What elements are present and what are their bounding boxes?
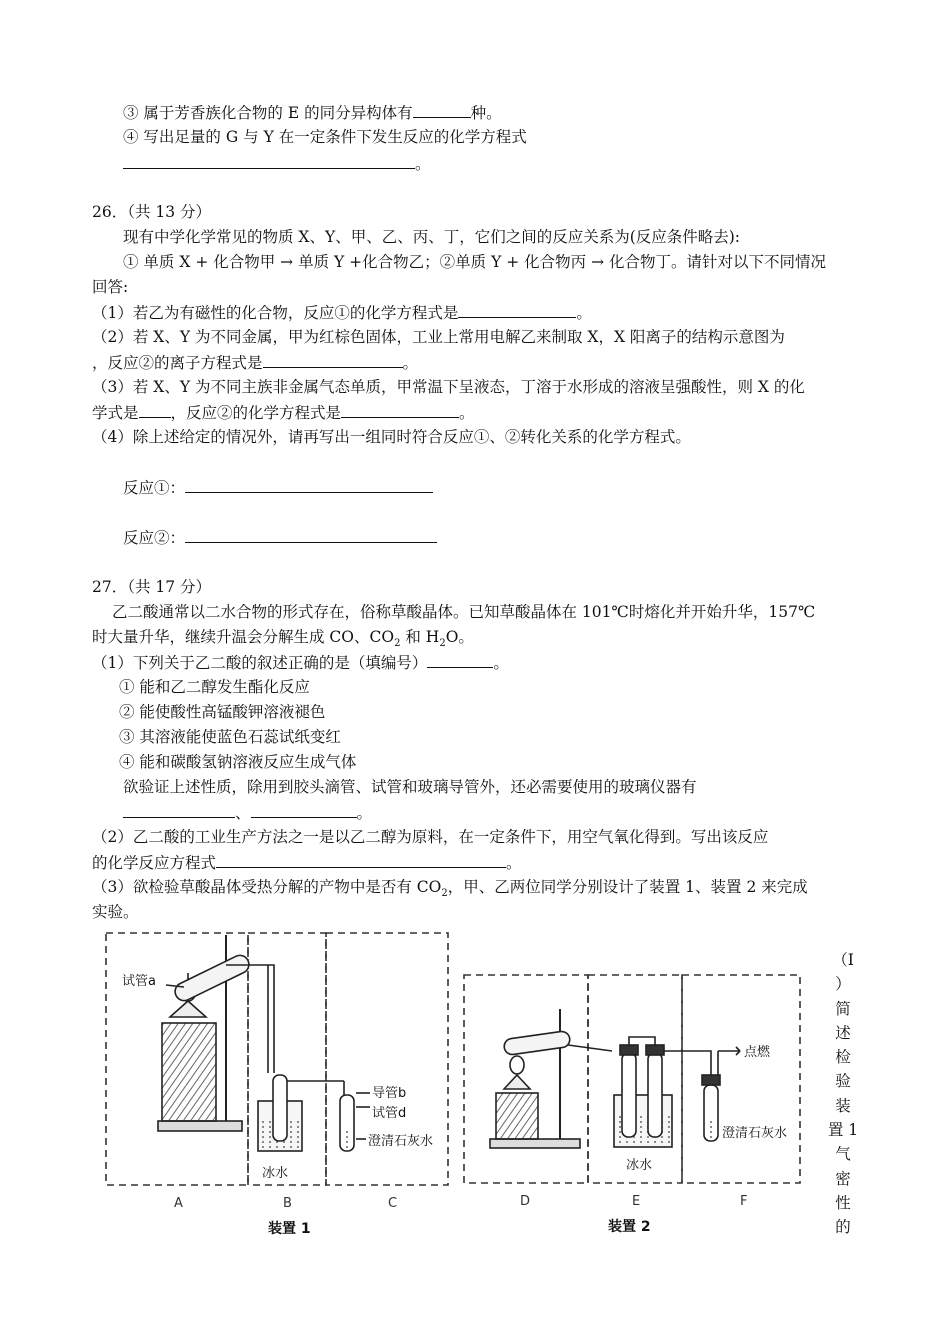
side-char: 述 [835,1023,851,1042]
q27-intro2-c: O。 [445,628,474,646]
q27-part1-end: 。 [493,654,509,672]
answer-blank[interactable] [185,476,433,493]
label-conduit-b: 导管b [372,1086,407,1101]
label-D: D [520,1194,531,1209]
side-char: 性 [835,1193,851,1212]
q27-verify: 欲验证上述性质，除用到胶头滴管、试管和玻璃导管外，还必需要使用的玻璃仪器有 [123,778,697,796]
q26-part3-line1: （3）若 X、Y 为不同主族非金属气态单质，甲常温下呈液态，丁溶于水形成的溶液呈强酸性，则 X 的化 [92,378,805,396]
side-char: 检 [835,1048,851,1067]
q27-option-3: ③ 其溶液能使蓝色石蕊试纸变红 [119,728,341,746]
answer-blank[interactable] [123,801,235,818]
q27-part2-end: 。 [506,854,522,872]
answer-blank[interactable] [341,401,459,418]
side-char: 的 [835,1218,851,1237]
q26-part2-text: ，反应②的离子方程式是 [92,354,263,372]
side-char: ） [835,975,851,994]
label-C: C [388,1196,398,1211]
q27-part3-line1 [92,876,808,905]
label-F: F [740,1194,748,1209]
q27-part2-line2 [92,851,522,874]
side-char: 密 [835,1169,851,1188]
label-ice-water-2: 冰水 [626,1158,653,1173]
prev-q4-line: ④ 写出足量的 G 与 Y 在一定条件下发生反应的化学方程式 [123,128,527,146]
setup1-tube-d [340,1093,370,1151]
q27-verify-answers [123,801,372,824]
q27-option-1: ① 能和乙二醇发生酯化反应 [119,678,310,696]
label-tube-a: 试管a [122,974,156,989]
subscript: 2 [394,638,401,650]
q27-part3-line2: 实验。 [92,903,139,921]
label-limewater-1: 澄清石灰水 [368,1134,434,1149]
box-F [682,975,800,1183]
q26-part3-text2: ，反应②的化学方程式是 [170,404,342,422]
setup2-burner-stand [490,1009,612,1148]
label-limewater-2: 澄清石灰水 [722,1126,788,1141]
tube-in-ice [273,1075,287,1141]
answer-blank[interactable] [413,101,471,118]
prev-q4-answer-line [123,152,431,175]
q26-title: 26．（共 13 分） [92,203,212,221]
apparatus-figure [100,925,810,1245]
setup1-ice-beaker [256,965,344,1151]
q26-part2-line1: （2）若 X、Y 为不同金属，甲为红棕色固体，工业上常用电解乙来制取 X，X 阳离子的结构示意图为 [92,328,785,346]
label-setup2: 装置 2 [608,1219,651,1235]
answer-blank[interactable] [458,301,576,318]
q27-part2-text: 的化学反应方程式 [92,854,217,872]
label-B: B [283,1196,292,1211]
q26-part4: （4）除上述给定的情况外，请再写出一组同时符合反应①、②转化关系的化学方程式。 [92,428,691,446]
q27-option-4: ④ 能和碳酸氢钠溶液反应生成气体 [119,753,357,771]
answer-blank[interactable] [139,401,171,418]
label-setup1: 装置 1 [268,1221,311,1237]
burner-block-2 [496,1093,538,1139]
answer-blank[interactable] [263,351,403,368]
q26-reaction1 [123,476,433,499]
q27-part1 [92,651,509,674]
q26-relations: ① 单质 X + 化合物甲 → 单质 Y +化合物乙；②单质 Y + 化合物丙 → 化合物丁。请针对以下不同情况 [123,253,826,271]
q26-part3-line2 [92,401,475,424]
q27-part2-line1: （2）乙二酸的工业生产方法之一是以乙二醇为原料，在一定条件下，用空气氧化得到。写出该反应 [92,828,769,846]
q26-ask: 回答: [92,278,129,296]
q26-intro: 现有中学化学常见的物质 X、Y、甲、乙、丙、丁，它们之间的反应关系为(反应条件略去): [123,228,741,246]
prev-q4-end: 。 [415,155,431,173]
q27-title: 27．（共 17 分） [92,578,212,596]
alcohol-lamp [170,1001,206,1017]
q27-part1-text: （1）下列关于乙二酸的叙述正确的是（填编号） [92,654,428,672]
side-char: 气 [835,1145,851,1164]
answer-blank[interactable] [123,152,415,169]
q26-part3-end: 。 [459,404,475,422]
q26-reaction2 [123,526,437,549]
q26-reaction2-label: 反应②： [123,529,186,547]
stand-base [158,1121,242,1131]
side-char: 验 [835,1072,851,1091]
answer-blank[interactable] [427,651,493,668]
q26-part2-end: 。 [402,354,419,372]
q27-option-2: ② 能使酸性高锰酸钾溶液褪色 [119,703,326,721]
subscript: 2 [441,888,448,900]
setup1-burner-stand [158,935,256,1131]
label-A: A [174,1196,183,1211]
tube-a [172,952,256,1003]
label-E: E [632,1194,641,1209]
box-D [464,975,588,1183]
q27-part3-b: ，甲、乙两位同学分别设计了装置 1、装置 2 来完成 [447,878,808,896]
prev-q3-line [123,101,502,124]
separator: 、 [235,804,251,822]
label-tube-d: 试管d [372,1106,407,1121]
q27-part3-a: （3）欲检验草酸晶体受热分解的产物中是否有 CO [92,878,442,896]
q26-part1-text: （1）若乙为有磁性的化合物，反应①的化学方程式是 [92,304,459,322]
prev-q3-text: ③ 属于芳香族化合物的 E 的同分异构体有 [123,104,413,122]
q27-intro2-a: 时大量升华，继续升温会分解生成 CO、CO [92,628,395,646]
burner-block [162,1023,216,1121]
side-char: 简 [835,999,851,1018]
setup2-ice-beaker [614,1037,704,1147]
answer-blank[interactable] [185,526,437,543]
side-char: （I [832,951,854,969]
subscript: 2 [439,638,446,650]
q26-part1 [92,301,592,324]
side-vertical-text [826,948,860,1240]
q27-intro1: 乙二酸通常以二水合物的形式存在，俗称草酸晶体。已知草酸晶体在 101℃时熔化并开始升华，157℃ [112,603,816,621]
q26-part1-end: 。 [576,304,592,322]
label-ice-water-1: 冰水 [262,1166,289,1181]
answer-blank[interactable] [216,851,506,868]
side-char: 置 1 [827,1121,859,1140]
q26-reaction1-label: 反应①： [123,479,186,497]
prev-q3-end: 种。 [470,104,502,122]
answer-blank[interactable] [251,801,357,818]
q27-verify-end: 。 [356,804,373,822]
side-char: 装 [835,1096,851,1115]
q27-intro2-b: 和 H [400,628,440,646]
q26-part3-text: 学式是 [92,404,139,422]
label-ignite: 点燃 [744,1045,771,1060]
q26-part2-line2 [92,351,418,374]
